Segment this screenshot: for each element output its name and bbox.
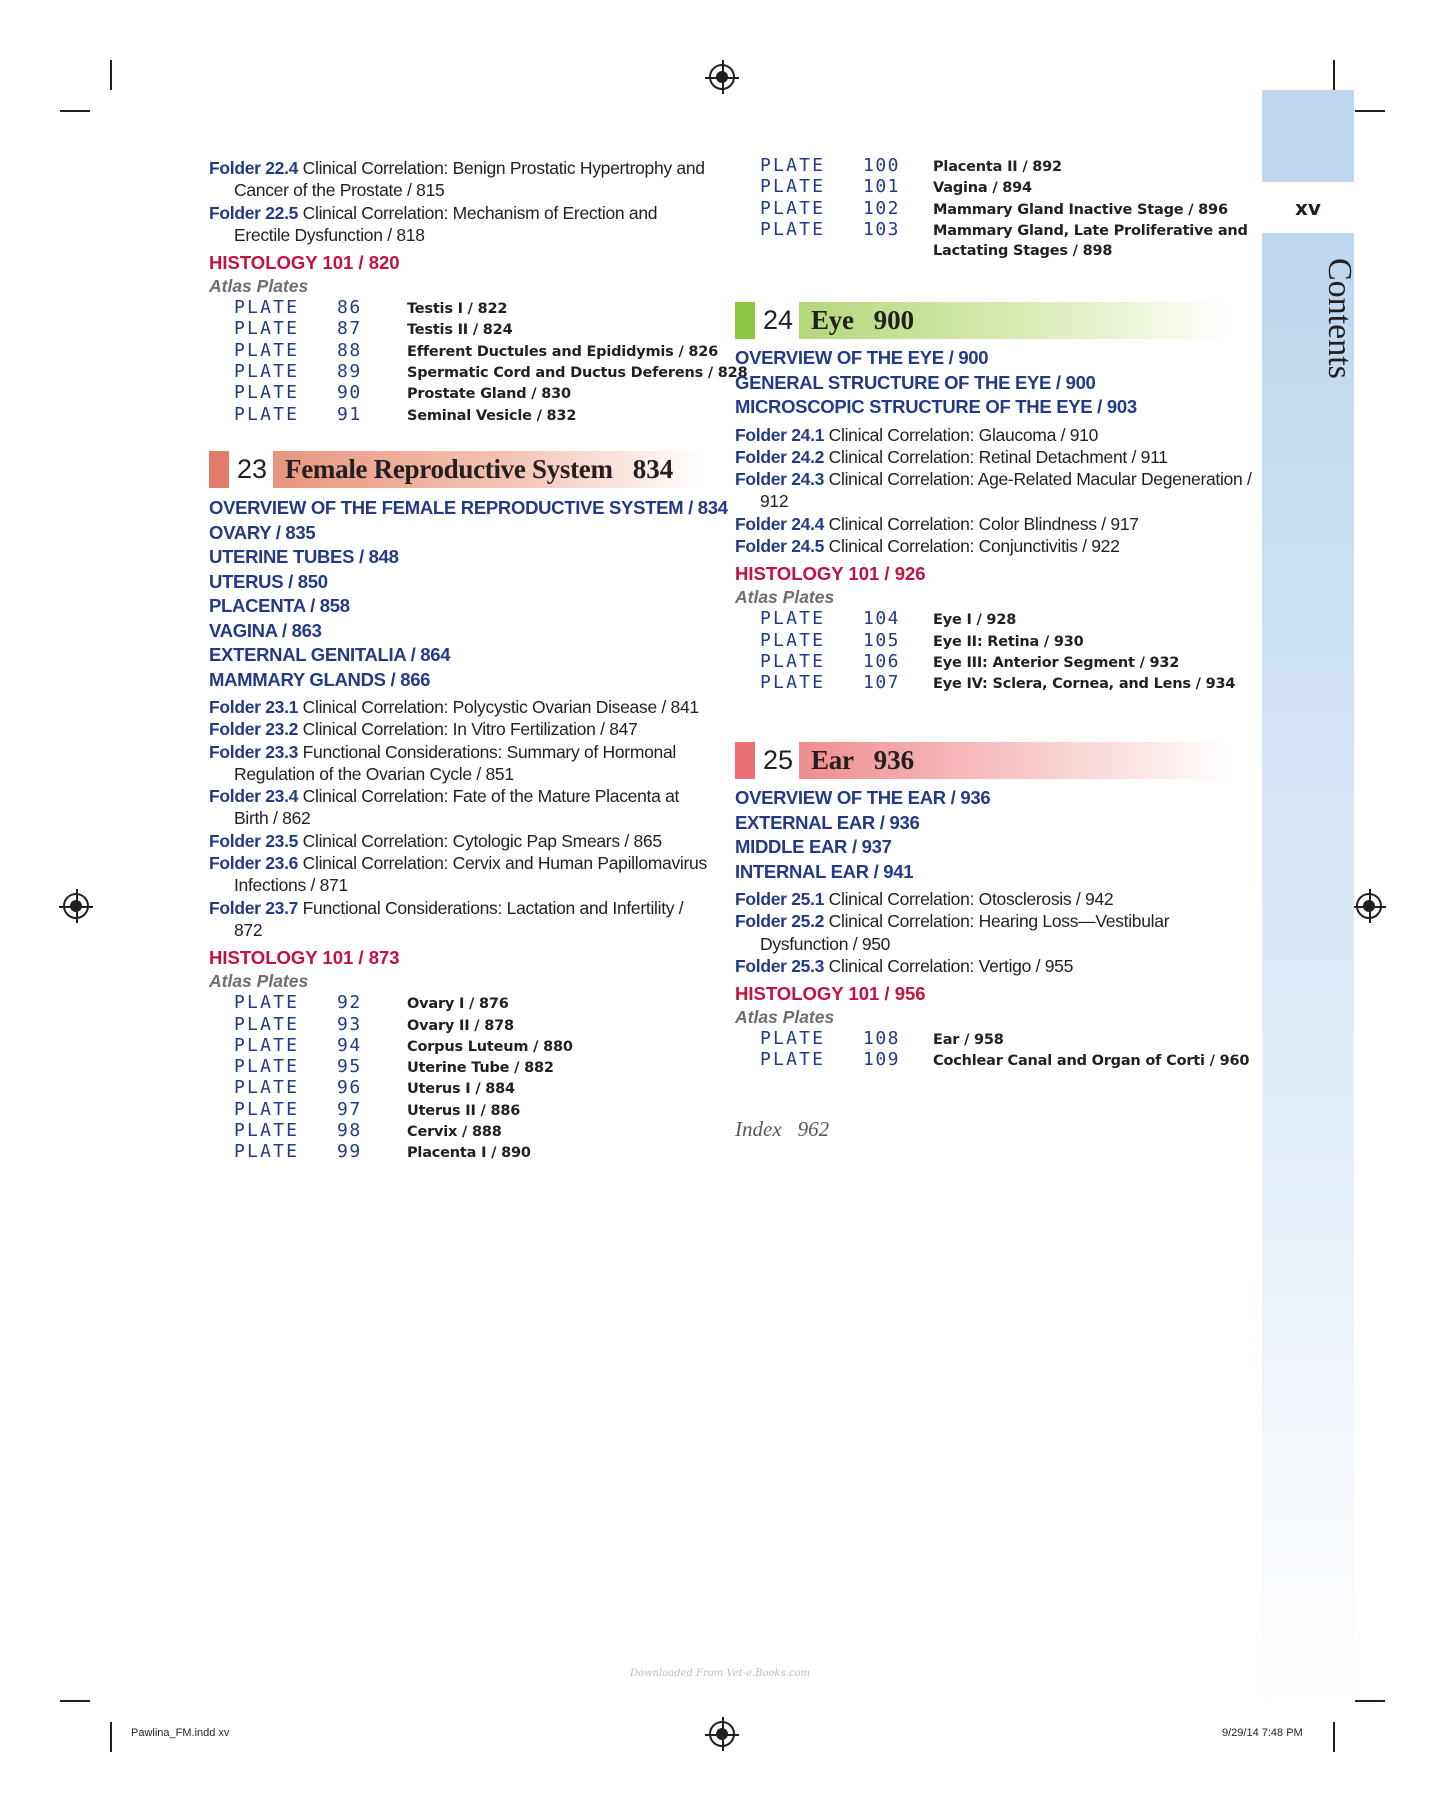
plate-number: 100 (863, 155, 901, 176)
plate-label: PLATE (760, 650, 826, 672)
crop-mark (1355, 110, 1385, 112)
chapter-number: 25 (763, 745, 794, 775)
sidebar-band (1262, 233, 1354, 1713)
plate-number: 102 (863, 197, 901, 219)
plate-entry[interactable] (234, 1036, 709, 1057)
plate-number: 98 (337, 1120, 362, 1142)
plate-title: Seminal Vesicle / 832 (407, 407, 577, 424)
plate-entry[interactable] (234, 1015, 709, 1036)
slug-file: Pawlina_FM.indd xv (131, 1727, 230, 1739)
folder-title: Clinical Correlation: Cervix and Human Papillomavirus Infections / 871 (234, 853, 707, 896)
histology-heading: HISTOLOGY 101 / 873 (209, 947, 400, 969)
registration-mark-icon (63, 893, 89, 919)
plate-title: Placenta II / 892 (933, 159, 1062, 175)
plate-label: PLATE (760, 197, 826, 219)
plate-entry[interactable] (234, 993, 709, 1014)
plate-label: PLATE (234, 339, 300, 361)
plate-title: Corpus Luteum / 880 (407, 1038, 573, 1055)
plate-label: PLATE (234, 361, 300, 383)
folder-number: Folder 23.7 (209, 897, 299, 918)
plate-entry[interactable] (234, 361, 748, 383)
slug-date: 9/29/14 7:48 PM (1222, 1727, 1303, 1739)
folder-list-24 (735, 424, 1255, 558)
folder-list-23 (209, 696, 709, 941)
section-heading[interactable]: VAGINA / 863 (209, 619, 322, 641)
plate-entry[interactable] (234, 298, 709, 319)
chapter-title: Ear (811, 745, 854, 775)
plate-entry[interactable] (234, 319, 709, 340)
chapter-number: 23 (237, 454, 268, 484)
heading-list-23 (209, 496, 728, 692)
section-heading[interactable]: PLACENTA / 858 (209, 595, 350, 616)
folder-number: Folder 23.5 (209, 830, 299, 851)
index-page: 962 (797, 1117, 830, 1141)
left-column (209, 157, 748, 426)
folder-number: Folder 23.2 (209, 719, 299, 740)
plate-number: 92 (337, 992, 362, 1014)
plate-entry[interactable] (760, 631, 1255, 652)
folder-title: Clinical Correlation: Retinal Detachment / 911 (824, 446, 1168, 467)
histology-heading: HISTOLOGY 101 / 820 (209, 252, 400, 274)
chapter-tab (735, 302, 755, 339)
folder-entry[interactable] (735, 513, 1255, 535)
section-heading[interactable]: MAMMARY GLANDS / 866 (209, 668, 431, 690)
plate-label: PLATE (760, 629, 826, 651)
plate-entry[interactable] (234, 1121, 709, 1142)
plate-entry[interactable] (760, 241, 1255, 261)
plate-entry[interactable] (760, 199, 1255, 220)
plate-number: 96 (337, 1077, 362, 1099)
folder-entry[interactable] (735, 955, 1255, 977)
folder-entry[interactable] (209, 718, 709, 740)
right-column-mid (735, 346, 1255, 694)
folder-title: Functional Considerations: Lactation and Infertility / 872 (234, 897, 684, 940)
plate-number: 107 (863, 672, 901, 694)
plate-label: PLATE (234, 1141, 300, 1163)
section-heading[interactable]: OVERVIEW OF THE EAR / 936 (735, 787, 991, 808)
plate-entry[interactable] (234, 1057, 709, 1078)
crop-mark (1355, 1700, 1385, 1702)
folder-number: Folder 25.3 (735, 955, 825, 976)
plate-entry[interactable] (760, 1029, 1255, 1050)
plate-number: 104 (863, 608, 901, 630)
plate-label: PLATE (234, 1056, 300, 1078)
folder-title: Clinical Correlation: Fate of the Mature Placenta at Birth / 862 (234, 786, 680, 829)
plate-label: PLATE (234, 1120, 300, 1142)
plate-number: 106 (863, 650, 901, 672)
plate-label: PLATE (234, 382, 300, 404)
plate-label: PLATE (234, 318, 300, 340)
folder-title: Functional Considerations: Summary of Hormonal Regulation of the Ovarian Cycle / 851 (234, 741, 676, 784)
folder-number: Folder 25.1 (735, 889, 825, 909)
folder-number: Folder 23.4 (209, 786, 299, 807)
plate-number: 94 (337, 1034, 362, 1056)
atlas-plates-label: Atlas Plates (209, 276, 309, 297)
plate-label: PLATE (234, 403, 300, 425)
folder-number: Folder 24.5 (735, 535, 825, 556)
plate-list-22 (234, 297, 748, 426)
plate-title: Placenta I / 890 (407, 1145, 531, 1162)
chapter-band (799, 302, 1233, 339)
section-heading[interactable]: GENERAL STRUCTURE OF THE EYE / 900 (735, 371, 1096, 393)
folder-entry[interactable] (209, 741, 709, 786)
plate-number: 109 (863, 1049, 901, 1071)
chapter-tab (209, 451, 229, 488)
plate-number: 105 (863, 629, 901, 651)
plate-entry[interactable] (760, 673, 1255, 694)
plate-number: 99 (337, 1141, 362, 1163)
plate-title: Eye III: Anterior Segment / 932 (933, 654, 1180, 671)
folder-title: Clinical Correlation: Conjunctivitis / 922 (824, 535, 1120, 556)
watermark: Downloaded From Vet-e.Books.com (629, 1668, 811, 1679)
plate-label: PLATE (234, 1034, 300, 1056)
plate-entry[interactable] (234, 1078, 709, 1099)
plate-entry[interactable] (234, 339, 719, 362)
folder-entry[interactable] (735, 446, 1255, 468)
plate-label: PLATE (760, 218, 826, 240)
heading-list-24 (735, 346, 1255, 420)
chapter-band (799, 742, 1233, 779)
chapter-25-header (735, 742, 1233, 779)
folder-number: Folder 24.4 (735, 513, 825, 534)
right-column-lower (735, 786, 1255, 1072)
folder-title: Clinical Correlation: Benign Prostatic Hypertrophy and Cancer of the Prostate / 815 (234, 158, 705, 201)
plate-title: Ovary II / 878 (407, 1017, 514, 1034)
chapter-24-header (735, 302, 1233, 339)
section-heading[interactable]: EXTERNAL GENITALIA / 864 (209, 644, 451, 665)
folder-entry[interactable] (209, 852, 709, 897)
crop-mark (60, 1700, 90, 1702)
crop-mark (1333, 60, 1335, 90)
section-heading[interactable]: EXTERNAL EAR / 936 (735, 811, 920, 833)
plate-title: Uterus II / 886 (407, 1102, 521, 1119)
section-heading[interactable]: MICROSCOPIC STRUCTURE OF THE EYE / 903 (735, 396, 1137, 417)
folder-number: Folder 23.1 (209, 697, 299, 717)
plate-number: 108 (863, 1028, 901, 1050)
section-heading[interactable]: MIDDLE EAR / 937 (735, 836, 892, 857)
folder-entry[interactable] (735, 468, 1255, 513)
plate-number: 88 (337, 339, 362, 361)
registration-mark-icon (1356, 893, 1382, 919)
plate-number: 97 (337, 1098, 362, 1120)
plate-title: Ear / 958 (933, 1032, 1004, 1049)
plate-label: PLATE (760, 608, 826, 630)
heading-list-25 (735, 786, 1255, 884)
sidebar-title: Contents (1321, 258, 1358, 379)
crop-mark (110, 60, 112, 90)
section-heading[interactable]: UTERUS / 850 (209, 570, 328, 592)
plate-title: Testis II / 824 (407, 322, 513, 339)
plate-number: 90 (337, 382, 362, 404)
plate-entry[interactable] (760, 652, 1255, 673)
folder-entry[interactable] (209, 897, 709, 942)
plate-label: PLATE (234, 992, 300, 1014)
atlas-plates-label: Atlas Plates (209, 971, 309, 992)
folder-number: Folder 23.6 (209, 853, 299, 874)
plate-label: PLATE (234, 1098, 300, 1120)
folder-title: Clinical Correlation: Age-Related Macular Degeneration / 912 (760, 469, 1252, 512)
index-label: Index (735, 1117, 782, 1141)
section-heading[interactable]: OVERVIEW OF THE FEMALE REPRODUCTIVE SYSTEM / 834 (209, 497, 728, 518)
folder-number: Folder 24.1 (735, 424, 825, 445)
folder-entry[interactable] (209, 696, 709, 718)
folder-entry[interactable] (209, 830, 709, 852)
plate-title: Eye II: Retina / 930 (933, 633, 1084, 650)
plate-title: Testis I / 822 (407, 301, 508, 318)
plate-list-25 (760, 1029, 1255, 1072)
chapter-page: 936 (873, 745, 915, 775)
section-heading[interactable]: INTERNAL EAR / 941 (735, 860, 914, 882)
plate-title: Cochlear Canal and Organ of Corti / 960 (933, 1053, 1250, 1070)
plate-number: 89 (337, 361, 362, 383)
plate-list-23 (234, 993, 709, 1163)
right-column-top (735, 156, 1255, 261)
atlas-plates-label: Atlas Plates (735, 587, 835, 608)
plate-label: PLATE (760, 176, 826, 198)
sidebar-tab (1262, 90, 1354, 182)
folder-title: Clinical Correlation: Cytologic Pap Smears / 865 (298, 830, 662, 851)
plate-entry[interactable] (760, 156, 1255, 177)
chapter-page: 834 (632, 454, 674, 484)
plate-number: 93 (337, 1013, 362, 1035)
page-number: xv (1295, 196, 1321, 220)
plate-number: 86 (337, 297, 362, 319)
folder-title: Clinical Correlation: Otosclerosis / 942 (824, 889, 1114, 909)
plate-title: Eye IV: Sclera, Cornea, and Lens / 934 (933, 676, 1236, 693)
folder-number: Folder 24.3 (735, 469, 825, 490)
plate-label: PLATE (760, 1028, 826, 1050)
plate-entry[interactable] (760, 609, 1255, 630)
plate-title: Vagina / 894 (933, 180, 1032, 197)
plate-title: Ovary I / 876 (407, 996, 509, 1013)
plate-title: Uterine Tube / 882 (407, 1060, 554, 1077)
chapter-title: Female Reproductive System (285, 454, 613, 484)
registration-mark-icon (709, 1721, 735, 1747)
folder-title: Clinical Correlation: Glaucoma / 910 (824, 424, 1099, 445)
section-heading[interactable]: UTERINE TUBES / 848 (209, 546, 399, 567)
folder-number: Folder 25.2 (735, 911, 825, 932)
chapter-title: Eye (811, 305, 854, 335)
plate-entry[interactable] (760, 1050, 1255, 1071)
plate-title: Eye I / 928 (933, 612, 1017, 629)
histology-heading: HISTOLOGY 101 / 926 (735, 563, 926, 585)
chapter-23-header (209, 451, 706, 488)
plate-title: Mammary Gland Inactive Stage / 896 (933, 201, 1228, 218)
folder-entry[interactable] (735, 888, 1255, 910)
folder-title: Clinical Correlation: Color Blindness / 917 (824, 513, 1139, 534)
folder-entry[interactable] (735, 910, 1255, 955)
plate-label: PLATE (234, 1013, 300, 1035)
histology-heading: HISTOLOGY 101 / 956 (735, 983, 926, 1005)
plate-list-23b (760, 156, 1255, 261)
folder-title: Clinical Correlation: Hearing Loss—Vestibular Dysfunction / 950 (760, 911, 1170, 954)
chapter-tab (735, 742, 755, 779)
index-entry[interactable] (735, 1117, 829, 1142)
plate-entry[interactable] (234, 1100, 709, 1121)
folder-number: Folder 24.2 (735, 446, 825, 467)
plate-number: 101 (863, 176, 901, 198)
plate-entry[interactable] (234, 383, 709, 404)
folder-entry[interactable] (735, 424, 1255, 446)
folder-number: Folder 22.5 (209, 202, 299, 223)
crop-mark (1333, 1722, 1335, 1752)
plate-title: Cervix / 888 (407, 1124, 502, 1141)
folder-list-25 (735, 888, 1255, 977)
chapter-page: 900 (873, 305, 915, 335)
chapter-band (273, 451, 706, 488)
plate-label: PLATE (760, 155, 826, 176)
folder-number: Folder 23.3 (209, 741, 299, 762)
plate-title: Efferent Ductules and Epididymis / 826 (407, 343, 719, 360)
section-heading[interactable]: OVARY / 835 (209, 521, 316, 543)
plate-label: PLATE (760, 1049, 826, 1071)
folder-title: Clinical Correlation: Vertigo / 955 (824, 955, 1074, 976)
plate-label: PLATE (760, 672, 826, 694)
plate-number: 103 (863, 218, 901, 240)
folder-entry[interactable] (209, 785, 709, 830)
folder-title: Clinical Correlation: Mechanism of Erection and Erectile Dysfunction / 818 (234, 202, 658, 245)
plate-title: Lactating Stages / 898 (933, 243, 1113, 260)
plate-title: Uterus I / 884 (407, 1081, 515, 1098)
atlas-plates-label: Atlas Plates (735, 1007, 835, 1028)
crop-mark (110, 1722, 112, 1752)
plate-list-24 (760, 609, 1255, 694)
plate-number: 91 (337, 403, 362, 425)
plate-number: 95 (337, 1056, 362, 1078)
plate-entry[interactable] (234, 405, 709, 426)
left-column-lower (209, 496, 728, 1164)
plate-label: PLATE (234, 297, 300, 319)
folder-list-22 (209, 157, 709, 246)
plate-title: Spermatic Cord and Ductus Deferens / 828 (407, 365, 748, 382)
folder-entry[interactable] (735, 535, 1255, 557)
registration-mark-icon (709, 64, 735, 90)
folder-number: Folder 22.4 (209, 158, 299, 178)
plate-title: Mammary Gland, Late Proliferative and (933, 222, 1248, 239)
plate-entry[interactable] (760, 220, 1255, 241)
folder-entry[interactable] (209, 157, 709, 202)
plate-label: PLATE (234, 1077, 300, 1099)
folder-title: Clinical Correlation: Polycystic Ovarian Disease / 841 (298, 697, 699, 717)
chapter-number: 24 (763, 305, 794, 335)
folder-title: Clinical Correlation: In Vitro Fertilization / 847 (298, 719, 638, 740)
section-heading[interactable]: OVERVIEW OF THE EYE / 900 (735, 347, 989, 368)
plate-entry[interactable] (760, 177, 1255, 198)
plate-title: Prostate Gland / 830 (407, 386, 571, 403)
crop-mark (60, 110, 90, 112)
plate-entry[interactable] (234, 1142, 709, 1163)
folder-entry[interactable] (209, 202, 709, 247)
plate-number: 87 (337, 318, 362, 340)
